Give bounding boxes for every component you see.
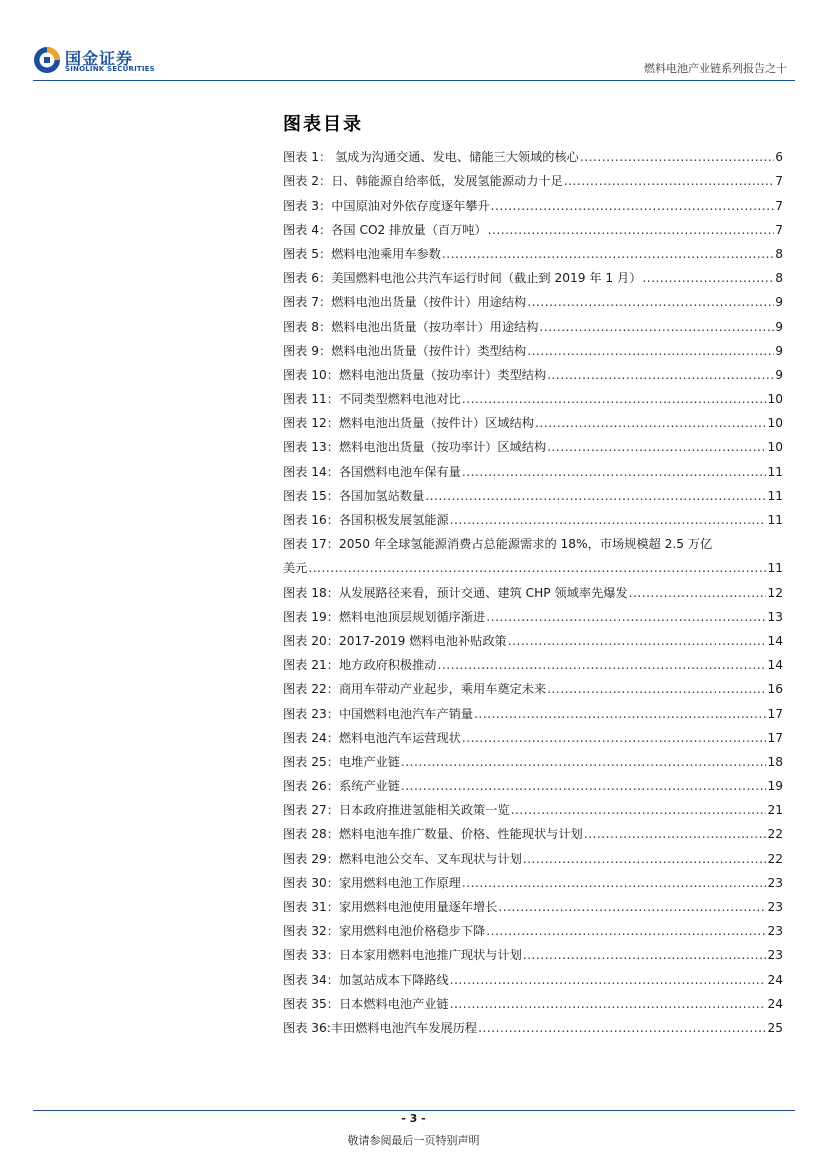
toc-entry[interactable]	[283, 141, 783, 165]
toc-entry-page: 9	[775, 343, 783, 358]
toc-entry-label: 图表 25：电堆产业链	[283, 754, 400, 769]
toc-entry-label: 图表 22：商用车带动产业起步，乘用车奠定未来	[283, 682, 547, 697]
toc-entry-label: 图表 6：美国燃料电池公共汽车运行时间（截止到 2019 年 1 月）	[283, 271, 642, 286]
toc-entry[interactable]	[283, 867, 783, 891]
toc-entry-label: 图表 31：家用燃料电池使用量逐年增长	[283, 900, 498, 915]
sinolink-logo-icon	[33, 46, 61, 74]
toc-leader-dots	[308, 560, 766, 576]
toc-entry-page: 8	[775, 246, 783, 261]
toc-leader-dots	[523, 947, 767, 963]
toc-entry[interactable]	[283, 722, 783, 746]
toc-entry-label: 图表 30：家用燃料电池工作原理	[283, 875, 461, 890]
toc-entry-page: 23	[767, 900, 783, 915]
toc-entry[interactable]	[283, 238, 783, 262]
toc-entry[interactable]	[283, 480, 783, 504]
toc-entry[interactable]	[283, 746, 783, 770]
toc-entry-page: 14	[767, 633, 783, 648]
toc-leader-dots	[629, 585, 767, 601]
toc-entry-17[interactable]	[283, 528, 783, 576]
toc-entry-page: 11	[767, 488, 783, 503]
table-of-figures	[283, 141, 783, 1036]
toc-entry-label: 图表 21：地方政府积极推动	[283, 658, 437, 673]
toc-entry[interactable]	[283, 359, 783, 383]
logo-english-name: SINOLINK SECURITIES	[65, 65, 155, 73]
toc-entry-label: 图表 10：燃料电池出货量（按功率计）类型结构	[283, 367, 547, 382]
toc-entry-page: 14	[767, 658, 783, 673]
toc-entry[interactable]	[283, 915, 783, 939]
toc-entry-label: 图表 18：从发展路径来看，预计交通、建筑 CHP 领域率先爆发	[283, 585, 628, 600]
toc-leader-dots	[508, 633, 767, 649]
toc-entry-label: 图表 4：各国 CO2 排放量（百万吨）	[283, 222, 487, 237]
toc-entry-page: 9	[775, 319, 783, 334]
toc-entry-page: 6	[775, 150, 783, 165]
toc-entry-label: 图表 34：加氢站成本下降路线	[283, 972, 449, 987]
toc-entry-label: 图表 24：燃料电池汽车运营现状	[283, 730, 461, 745]
toc-entry-page: 16	[767, 682, 783, 697]
toc-entry[interactable]	[283, 504, 783, 528]
toc-leader-dots	[462, 875, 767, 891]
toc-entry[interactable]	[283, 891, 783, 915]
logo-chinese-name: 国金证券	[65, 49, 134, 68]
toc-leader-dots	[491, 198, 775, 214]
toc-entry-page: 22	[767, 827, 783, 842]
toc-entry-label: 图表 19：燃料电池顶层规划循序渐进	[283, 609, 486, 624]
toc-leader-dots	[642, 270, 774, 286]
toc-entry-label: 图表 17：2050 年全球氢能源消费占总能源需求的 18%，市场规模超 2.5 万亿	[283, 537, 713, 552]
toc-leader-dots	[498, 899, 766, 915]
toc-leader-dots	[547, 439, 766, 455]
toc-entry-page: 17	[767, 730, 783, 745]
toc-entry-page: 24	[767, 972, 783, 987]
report-series-title: 燃料电池产业链系列报告之十	[644, 62, 787, 75]
toc-entry[interactable]	[283, 963, 783, 987]
toc-entry[interactable]	[283, 165, 783, 189]
toc-leader-dots	[450, 972, 767, 988]
toc-entry-label: 图表 35：日本燃料电池产业链	[283, 996, 449, 1011]
toc-leader-dots	[527, 343, 774, 359]
toc-entry-label: 图表 11：不同类型燃料电池对比	[283, 392, 461, 407]
toc-leader-dots	[486, 923, 766, 939]
toc-entry[interactable]	[283, 794, 783, 818]
toc-entry[interactable]	[283, 455, 783, 479]
toc-entry[interactable]	[283, 262, 783, 286]
toc-entry[interactable]	[283, 697, 783, 721]
toc-leader-dots	[564, 173, 774, 189]
toc-entry-page: 10	[767, 416, 783, 431]
toc-entry-page: 9	[775, 295, 783, 310]
toc-leader-dots	[462, 730, 767, 746]
toc-entry-page: 18	[767, 754, 783, 769]
toc-leader-dots	[535, 415, 767, 431]
toc-entry-page: 11	[767, 464, 783, 479]
toc-entry-label: 图表 23：中国燃料电池汽车产销量	[283, 706, 474, 721]
toc-leader-dots	[450, 512, 767, 528]
disclaimer-text: 敬请参阅最后一页特别声明	[347, 1134, 480, 1147]
toc-entry[interactable]	[283, 673, 783, 697]
toc-entry-page: 10	[767, 392, 783, 407]
toc-title: 图表目录	[283, 114, 363, 135]
toc-entry[interactable]	[283, 189, 783, 213]
toc-leader-dots	[584, 826, 767, 842]
header-divider	[33, 80, 795, 81]
toc-entry-label: 图表 15：各国加氢站数量	[283, 488, 425, 503]
toc-entry[interactable]	[283, 625, 783, 649]
toc-leader-dots	[462, 464, 767, 480]
toc-entry[interactable]	[283, 407, 783, 431]
toc-leader-dots	[580, 149, 774, 165]
toc-entry[interactable]	[283, 649, 783, 673]
toc-leader-dots	[442, 246, 774, 262]
toc-entry-page: 10	[767, 440, 783, 455]
toc-entry[interactable]	[283, 770, 783, 794]
toc-entry-label: 图表 27：日本政府推进氢能相关政策一览	[283, 803, 510, 818]
toc-entry-page: 13	[767, 609, 783, 624]
page-header	[0, 0, 827, 80]
toc-entry-page: 8	[775, 271, 783, 286]
toc-entry-label-continued: 美元	[283, 561, 308, 576]
page-number: - 3 -	[401, 1112, 426, 1125]
toc-entry-label: 图表 33：日本家用燃料电池推广现状与计划	[283, 948, 522, 963]
toc-entry[interactable]	[283, 214, 783, 238]
footer-divider	[33, 1110, 795, 1111]
toc-entry[interactable]	[283, 842, 783, 866]
toc-entry-label: 图表 36:丰田燃料电池汽车发展历程	[283, 1020, 478, 1035]
toc-entry-page: 7	[775, 222, 783, 237]
toc-entry-label: 图表 12：燃料电池出货量（按件计）区域结构	[283, 416, 534, 431]
toc-entry-page: 24	[767, 996, 783, 1011]
toc-entry-page: 23	[767, 924, 783, 939]
toc-entry-page: 19	[767, 779, 783, 794]
company-logo	[33, 46, 163, 78]
toc-entry[interactable]	[283, 286, 783, 310]
toc-leader-dots	[527, 294, 774, 310]
toc-entry-page: 9	[775, 367, 783, 382]
toc-entry-label: 图表 14：各国燃料电池车保有量	[283, 464, 461, 479]
toc-leader-dots	[401, 754, 767, 770]
toc-leader-dots	[437, 657, 766, 673]
toc-entry-page: 12	[767, 585, 783, 600]
toc-entry-label: 图表 9：燃料电池出货量（按件计）类型结构	[283, 343, 527, 358]
toc-entry-page: 11	[767, 561, 783, 576]
toc-entry-page: 7	[775, 198, 783, 213]
toc-entry-label: 图表 3：中国原油对外依存度逐年攀升	[283, 198, 490, 213]
toc-entry[interactable]	[283, 939, 783, 963]
toc-entry-page: 11	[767, 513, 783, 527]
toc-entry[interactable]	[283, 1012, 783, 1036]
toc-entry[interactable]	[283, 310, 783, 334]
toc-entry[interactable]	[283, 576, 783, 600]
toc-entry[interactable]	[283, 988, 783, 1012]
toc-entry-page: 22	[767, 851, 783, 866]
toc-leader-dots	[401, 778, 767, 794]
toc-entry-label: 图表 5：燃料电池乘用车参数	[283, 246, 441, 261]
toc-leader-dots	[474, 706, 766, 722]
toc-leader-dots	[486, 609, 766, 625]
toc-entry-page: 17	[767, 706, 783, 721]
toc-entry-label: 图表 13：燃料电池出货量（按功率计）区域结构	[283, 440, 547, 455]
toc-entry[interactable]	[283, 818, 783, 842]
toc-entry[interactable]	[283, 431, 783, 455]
toc-leader-dots	[425, 488, 766, 504]
toc-leader-dots	[523, 851, 767, 867]
toc-entry-label: 图表 1： 氢成为沟通交通、发电、储能三大领域的核心	[283, 150, 579, 165]
toc-entry-label: 图表 29：燃料电池公交车、叉车现状与计划	[283, 851, 522, 866]
toc-entry[interactable]	[283, 383, 783, 407]
toc-entry-page: 21	[767, 803, 783, 818]
toc-entry-page: 23	[767, 875, 783, 890]
toc-entry[interactable]	[283, 335, 783, 359]
toc-entry-label: 图表 8：燃料电池出货量（按功率计）用途结构	[283, 319, 539, 334]
toc-leader-dots	[539, 319, 774, 335]
toc-entry[interactable]	[283, 601, 783, 625]
toc-entry-page: 23	[767, 948, 783, 963]
toc-leader-dots	[450, 996, 767, 1012]
toc-entry-page: 25	[767, 1020, 783, 1035]
toc-leader-dots	[547, 367, 774, 383]
toc-leader-dots	[478, 1020, 766, 1036]
toc-entry-label: 图表 26：系统产业链	[283, 779, 400, 794]
toc-entry-label: 图表 16：各国积极发展氢能源	[283, 513, 449, 527]
toc-entry-label: 图表 2：日、韩能源自给率低，发展氢能源动力十足	[283, 174, 563, 189]
toc-entry-page: 7	[775, 174, 783, 189]
toc-entry-label: 图表 28：燃料电池车推广数量、价格、性能现状与计划	[283, 827, 583, 842]
toc-leader-dots	[511, 802, 767, 818]
toc-entry-label: 图表 20：2017-2019 燃料电池补贴政策	[283, 633, 507, 648]
toc-leader-dots	[488, 222, 775, 238]
toc-leader-dots	[547, 681, 766, 697]
toc-entry-label: 图表 32：家用燃料电池价格稳步下降	[283, 924, 486, 939]
toc-leader-dots	[462, 391, 767, 407]
toc-entry-label: 图表 7：燃料电池出货量（按件计）用途结构	[283, 295, 527, 310]
